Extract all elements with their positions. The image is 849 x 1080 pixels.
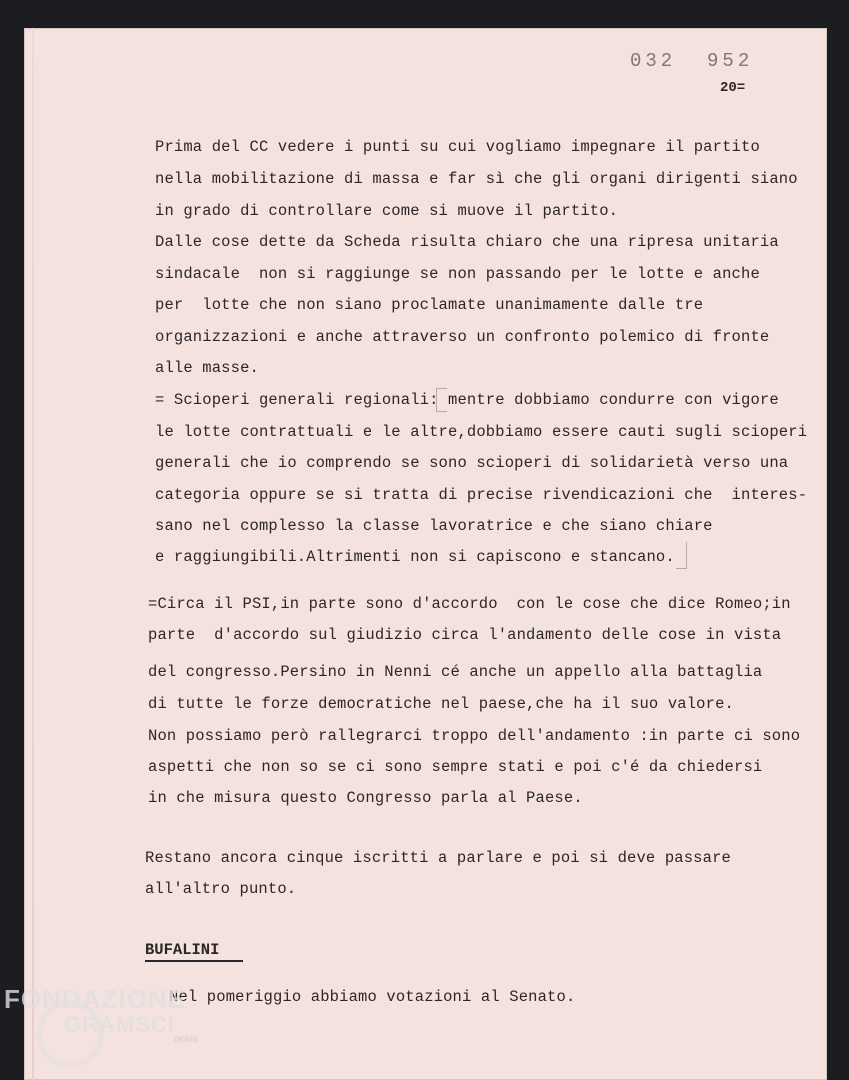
body-line: del congresso.Persino in Nenni cé anche un appello alla battaglia xyxy=(148,663,763,681)
speaker-statement: Nel pomeriggio abbiamo votazioni al Senato. xyxy=(169,988,576,1006)
body-line: le lotte contrattuali e le altre,dobbiamo essere cauti sugli scioperi xyxy=(155,423,808,441)
page-fold xyxy=(32,28,34,1080)
archive-number: 032 952 xyxy=(630,50,754,72)
body-line: in che misura questo Congresso parla al Paese. xyxy=(148,789,583,807)
body-line: =Circa il PSI,in parte sono d'accordo con le cose che dice Romeo;in xyxy=(148,595,791,613)
speaker-heading: BUFALINI xyxy=(145,941,243,962)
margin-bracket-open xyxy=(436,388,447,412)
body-line: sano nel complesso la classe lavoratrice e che siano chiare xyxy=(155,517,713,535)
body-line: Restano ancora cinque iscritti a parlare e poi si deve passare xyxy=(145,849,731,867)
body-line: Prima del CC vedere i punti su cui vogliamo impegnare il partito xyxy=(155,138,760,156)
body-line: in grado di controllare come si muove il partito. xyxy=(155,202,619,220)
body-line: all'altro punto. xyxy=(145,880,297,898)
body-line: parte d'accordo sul giudizio circa l'andamento delle cose in vista xyxy=(148,626,782,644)
watermark-line3: onlus xyxy=(174,1034,198,1045)
watermark-line1: FONDAZIONE xyxy=(4,984,186,1014)
body-line: aspetti che non so se ci sono sempre stati e poi c'é da chiedersi xyxy=(148,758,763,776)
watermark-line2: GRAMSCI xyxy=(64,1012,175,1037)
body-line: generali che io comprendo se sono scioperi di solidarietà verso una xyxy=(155,454,789,472)
page-number: 20= xyxy=(720,80,746,96)
body-line: alle masse. xyxy=(155,359,259,377)
document-page xyxy=(24,28,827,1080)
body-line: = Scioperi generali regionali: mentre dobbiamo condurre con vigore xyxy=(155,391,779,409)
body-line: categoria oppure se si tratta di precise rivendicazioni che interes- xyxy=(155,486,808,504)
body-line: sindacale non si raggiunge se non passando per le lotte e anche xyxy=(155,265,760,283)
body-line: per lotte che non siano proclamate unanimamente dalle tre xyxy=(155,296,704,314)
body-line: Dalle cose dette da Scheda risulta chiaro che una ripresa unitaria xyxy=(155,233,779,251)
margin-bracket-close xyxy=(676,542,687,569)
body-line: nella mobilitazione di massa e far sì che gli organi dirigenti siano xyxy=(155,170,798,188)
body-line: Non possiamo però rallegrarci troppo dell'andamento :in parte ci sono xyxy=(148,727,801,745)
body-line: e raggiungibili.Altrimenti non si capiscono e stancano. xyxy=(155,548,675,566)
body-line: organizzazioni e anche attraverso un confronto polemico di fronte xyxy=(155,328,770,346)
body-line: di tutte le forze democratiche nel paese,che ha il suo valore. xyxy=(148,695,734,713)
